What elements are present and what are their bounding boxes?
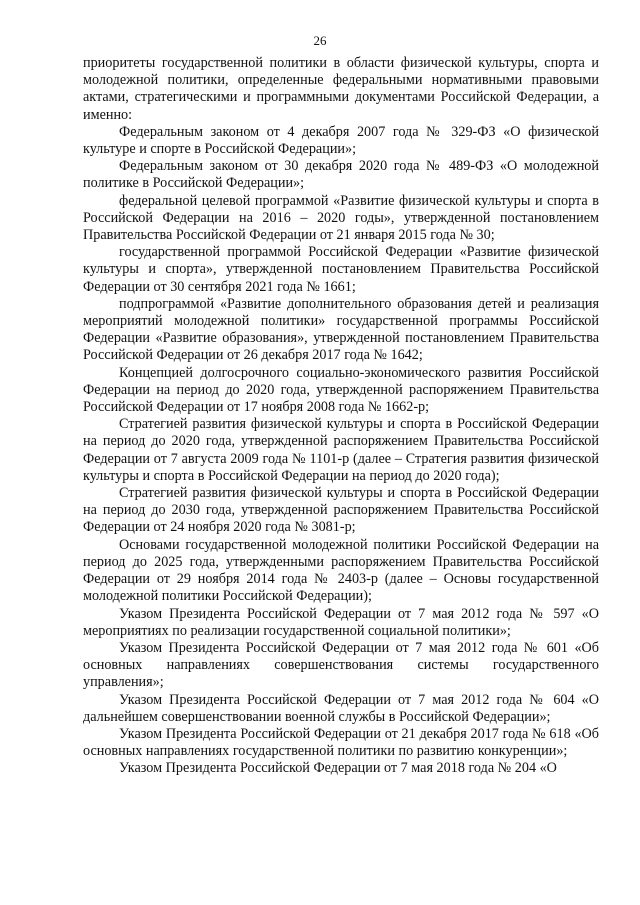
paragraph-decree-204: Указом Президента Российской Федерации от 7 мая 2018 года № 204 «О xyxy=(119,760,557,777)
document-body xyxy=(83,55,599,778)
paragraph-decree-597: Указом Президента Российской Федерации от 7 мая 2012 года № 597 «О мероприятиях по реализации государственной социальной политики»; xyxy=(83,605,599,639)
paragraph-decree-601: Указом Президента Российской Федерации от 7 мая 2012 года № 601 «Об основных направлениях совершенствования системы государственного управления»; xyxy=(83,639,599,691)
paragraph-law-489: Федеральным законом от 30 декабря 2020 года № 489-ФЗ «О молодежной политике в Российской Федерации»; xyxy=(83,158,599,192)
paragraph-decree-604: Указом Президента Российской Федерации от 7 мая 2012 года № 604 «О дальнейшем совершенствовании военной службы в Российской Федерации»; xyxy=(83,691,599,725)
paragraph-youth-policy: Основами государственной молодежной политики Российской Федерации на период до 2025 года, утвержденными распоряжением Правительства Российской Федерации от 29 ноября 2014 года № 2403-р (далее – Основы государственной молодежной политики Российской Федерации); xyxy=(83,536,599,605)
paragraph-target-program: федеральной целевой программой «Развитие физической культуры и спорта в Российской Федерации на 2016 – 2020 годы», утвержденной постановлением Правительства Российской Федерации от 21 января 2015 года № 30; xyxy=(83,192,599,244)
paragraph-strategy-2030: Стратегией развития физической культуры и спорта в Российской Федерации на период до 2030 года, утвержденной распоряжением Правительства Российской Федерации от 24 ноября 2020 года № 3081-р; xyxy=(83,485,599,536)
page-number: 26 xyxy=(313,33,327,48)
paragraph-intro: приоритеты государственной политики в области физической культуры, спорта и молодежной политики, определенные федеральными нормативными правовыми актами, стратегическими и программными документами Российской Федерации, а именно: xyxy=(83,55,599,123)
paragraph-law-329: Федеральным законом от 4 декабря 2007 года № 329-ФЗ «О физической культуре и спорте в Российской Федерации»; xyxy=(83,123,599,158)
paragraph-state-program: государственной программой Российской Федерации «Развитие физической культуры и спорта», утвержденной постановлением Правительства Российской Федерации от 30 сентября 2021 года № 1661; xyxy=(83,244,599,295)
paragraph-concept: Концепцией долгосрочного социально-экономического развития Российской Федерации на период до 2020 года, утвержденной распоряжением Правительства Российской Федерации от 17 ноября 2008 года № 1662-р; xyxy=(83,364,599,416)
paragraph-decree-618: Указом Президента Российской Федерации от 21 декабря 2017 года № 618 «Об основных направлениях государственной политики по развитию конкуренции»; xyxy=(83,725,599,760)
paragraph-strategy-2020: Стратегией развития физической культуры и спорта в Российской Федерации на период до 2020 года, утвержденной распоряжением Правительства Российской Федерации от 7 августа 2009 года № 1101-р (далее – Стратегия развития физической культуры и спорта в Российской Федерации на период до 2020 года); xyxy=(83,416,599,484)
paragraph-subprogram: подпрограммой «Развитие дополнительного образования детей и реализация мероприятий молодежной политики» государственной программы Российской Федерации «Развитие образования», утвержденной постановлением Правительства Российской Федерации от 26 декабря 2017 года № 1642; xyxy=(83,295,599,364)
